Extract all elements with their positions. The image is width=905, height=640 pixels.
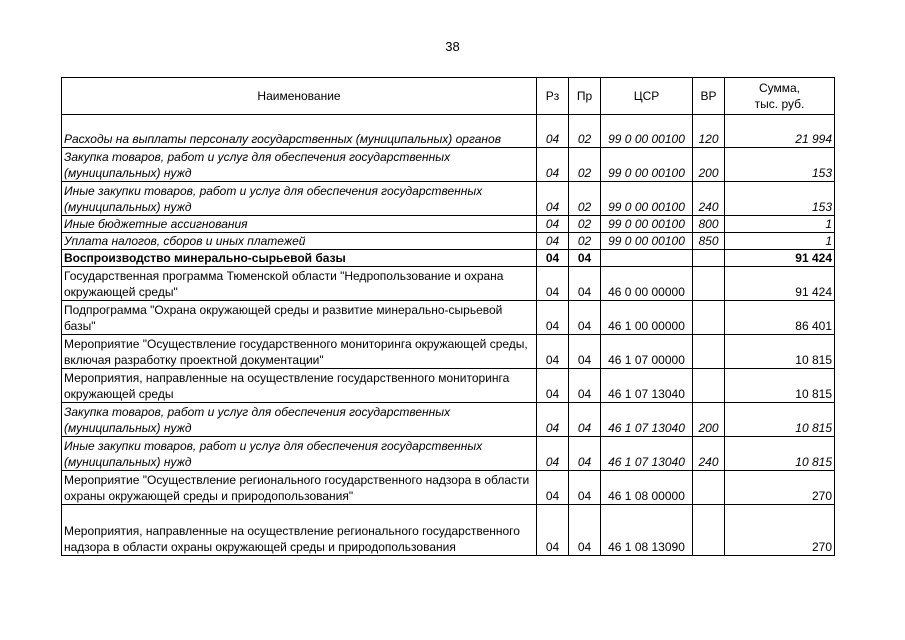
row-csr: 46 1 08 00000 <box>601 471 693 505</box>
row-sum: 153 <box>725 148 835 182</box>
row-csr: 99 0 00 00100 <box>601 148 693 182</box>
row-rz: 04 <box>537 148 569 182</box>
row-csr: 46 1 07 13040 <box>601 369 693 403</box>
row-csr: 46 1 07 13040 <box>601 403 693 437</box>
table-row <box>62 437 835 471</box>
row-pr: 04 <box>569 505 601 556</box>
row-pr: 04 <box>569 403 601 437</box>
row-sum: 10 815 <box>725 335 835 369</box>
table-row <box>62 335 835 369</box>
row-sum: 10 815 <box>725 403 835 437</box>
row-pr: 04 <box>569 267 601 301</box>
row-sum: 1 <box>725 216 835 233</box>
row-csr: 46 1 07 13040 <box>601 437 693 471</box>
table-row <box>62 301 835 335</box>
row-name: Расходы на выплаты персоналу государственных (муниципальных) органов <box>62 115 537 148</box>
row-rz: 04 <box>537 369 569 403</box>
table-row <box>62 505 835 556</box>
row-vr <box>693 335 725 369</box>
row-rz: 04 <box>537 301 569 335</box>
table-header-row <box>62 78 835 115</box>
header-sum-line2: тыс. руб. <box>754 97 805 111</box>
table-row <box>62 471 835 505</box>
row-vr <box>693 301 725 335</box>
row-sum: 270 <box>725 471 835 505</box>
table-row <box>62 148 835 182</box>
row-name: Мероприятие "Осуществление государственного мониторинга окружающей среды, включая разработку проектной документации" <box>62 335 537 369</box>
row-rz: 04 <box>537 216 569 233</box>
row-pr: 02 <box>569 216 601 233</box>
row-vr <box>693 471 725 505</box>
row-sum: 10 815 <box>725 437 835 471</box>
row-name: Закупка товаров, работ и услуг для обеспечения государственных (муниципальных) нужд <box>62 403 537 437</box>
header-vr: ВР <box>693 78 725 115</box>
row-rz: 04 <box>537 115 569 148</box>
row-rz: 04 <box>537 233 569 250</box>
header-sum <box>725 78 835 115</box>
header-name: Наименование <box>62 78 537 115</box>
row-sum: 91 424 <box>725 250 835 267</box>
row-csr: 46 0 00 00000 <box>601 267 693 301</box>
row-name: Иные закупки товаров, работ и услуг для обеспечения государственных (муниципальных) нужд <box>62 182 537 216</box>
row-name: Уплата налогов, сборов и иных платежей <box>62 233 537 250</box>
row-name: Воспроизводство минерально-сырьевой базы <box>62 250 537 267</box>
row-vr: 800 <box>693 216 725 233</box>
header-pr: Пр <box>569 78 601 115</box>
row-pr: 04 <box>569 335 601 369</box>
table-row <box>62 267 835 301</box>
row-sum: 91 424 <box>725 267 835 301</box>
row-csr: 46 1 07 00000 <box>601 335 693 369</box>
row-pr: 04 <box>569 471 601 505</box>
row-name: Иные бюджетные ассигнования <box>62 216 537 233</box>
table-row <box>62 369 835 403</box>
header-csr: ЦСР <box>601 78 693 115</box>
row-rz: 04 <box>537 182 569 216</box>
row-pr: 02 <box>569 115 601 148</box>
row-name: Мероприятия, направленные на осуществление государственного мониторинга окружающей среды <box>62 369 537 403</box>
row-csr: 99 0 00 00100 <box>601 216 693 233</box>
row-vr: 240 <box>693 437 725 471</box>
row-rz: 04 <box>537 437 569 471</box>
table-row <box>62 115 835 148</box>
row-vr: 200 <box>693 148 725 182</box>
budget-table <box>61 77 835 556</box>
row-name: Иные закупки товаров, работ и услуг для обеспечения государственных (муниципальных) нужд <box>62 437 537 471</box>
row-rz: 04 <box>537 471 569 505</box>
row-vr <box>693 267 725 301</box>
row-pr: 04 <box>569 301 601 335</box>
row-name: Закупка товаров, работ и услуг для обеспечения государственных (муниципальных) нужд <box>62 148 537 182</box>
row-csr: 99 0 00 00100 <box>601 182 693 216</box>
table-row <box>62 403 835 437</box>
row-name: Подпрограмма "Охрана окружающей среды и развитие минерально-сырьевой базы" <box>62 301 537 335</box>
row-sum: 86 401 <box>725 301 835 335</box>
header-rz: Рз <box>537 78 569 115</box>
table-row <box>62 182 835 216</box>
page-number: 38 <box>445 39 460 54</box>
row-pr: 04 <box>569 437 601 471</box>
row-sum: 10 815 <box>725 369 835 403</box>
row-pr: 02 <box>569 182 601 216</box>
row-vr: 850 <box>693 233 725 250</box>
table-row <box>62 250 835 267</box>
row-sum: 21 994 <box>725 115 835 148</box>
row-rz: 04 <box>537 505 569 556</box>
row-rz: 04 <box>537 403 569 437</box>
row-csr: 46 1 00 00000 <box>601 301 693 335</box>
row-sum: 153 <box>725 182 835 216</box>
row-csr: 99 0 00 00100 <box>601 233 693 250</box>
row-csr <box>601 250 693 267</box>
header-sum-line1: Сумма, <box>758 81 801 95</box>
row-pr: 02 <box>569 233 601 250</box>
row-vr <box>693 505 725 556</box>
row-pr: 04 <box>569 250 601 267</box>
row-vr: 200 <box>693 403 725 437</box>
row-vr: 120 <box>693 115 725 148</box>
row-name: Мероприятие "Осуществление регионального государственного надзора в области охраны окружающей среды и природопользования" <box>62 471 537 505</box>
table-row <box>62 216 835 233</box>
table-row <box>62 233 835 250</box>
row-pr: 02 <box>569 148 601 182</box>
row-vr <box>693 250 725 267</box>
row-sum: 270 <box>725 505 835 556</box>
row-vr <box>693 369 725 403</box>
row-rz: 04 <box>537 250 569 267</box>
row-csr: 46 1 08 13090 <box>601 505 693 556</box>
row-rz: 04 <box>537 267 569 301</box>
row-rz: 04 <box>537 335 569 369</box>
row-vr: 240 <box>693 182 725 216</box>
row-pr: 04 <box>569 369 601 403</box>
row-name: Государственная программа Тюменской области "Недропользование и охрана окружающей среды" <box>62 267 537 301</box>
row-sum: 1 <box>725 233 835 250</box>
row-csr: 99 0 00 00100 <box>601 115 693 148</box>
row-name: Мероприятия, направленные на осуществление регионального государственного надзора в области охраны окружающей среды и природопользования <box>62 505 537 556</box>
